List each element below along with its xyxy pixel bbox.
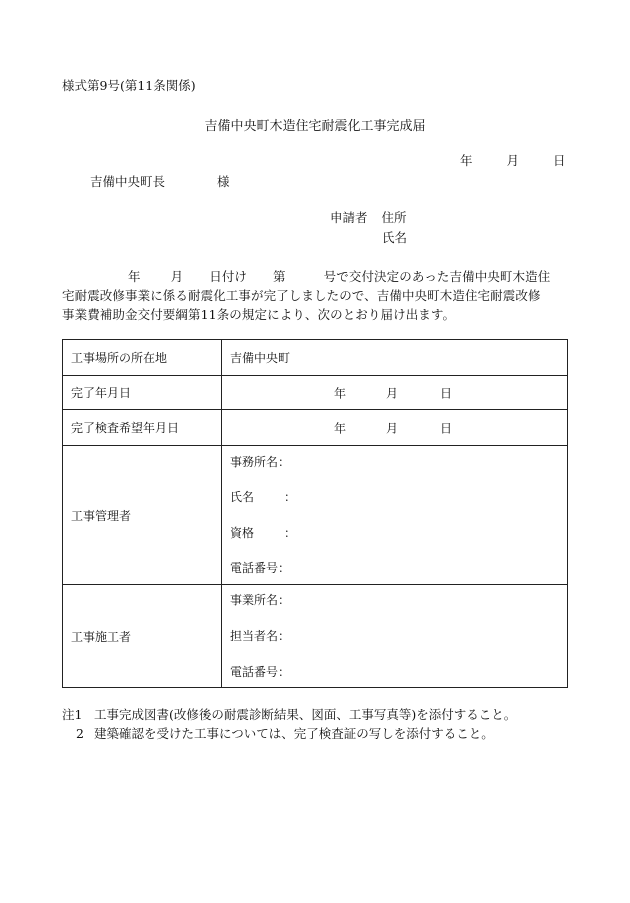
body-line-1-rest: 号で交付決定のあった吉備中央町木造住 [323,269,551,284]
contractor-label: 工事施工者 [63,585,222,688]
completion-form-table [62,339,568,688]
body-line-1 [62,267,570,286]
completion-date-value [222,376,568,410]
inspection-month: 月 [386,421,399,435]
manager-office-label: 事務所名： [230,455,291,469]
location-label: 工事場所の所在地 [63,340,222,376]
manager-qualification-label: 資格 [230,525,255,540]
note-2-number: 2 [76,726,84,741]
completion-year: 年 [334,386,347,400]
contractor-person-label: 担当者名： [230,629,291,643]
body-line-3: 事業費補助金交付要綱第11条の規定により、次のとおり届け出ます。 [62,307,456,322]
manager-name-colon: ： [284,490,297,505]
contractor-phone-label: 電話番号： [230,665,291,679]
note-1-number: 注1 [62,707,83,722]
contractor-business-label: 事業所名： [230,593,291,607]
inspection-date-label: 完了検査希望年月日 [63,410,222,446]
completion-month: 月 [386,386,399,400]
date-year-label: 年 [460,153,473,168]
date-month-label: 月 [506,153,520,168]
body-year: 年 [128,269,141,284]
note-1 [62,709,516,722]
date-day-label: 日 [553,153,566,168]
manager-label: 工事管理者 [63,446,222,585]
body-paragraph [62,267,570,324]
addressee-name: 吉備中央町長 [90,174,166,189]
manager-qualification-colon: ： [284,525,297,540]
applicant-label: 申請者 [330,210,368,225]
note-1-text: 工事完成図書(改修後の耐震診断結果、図面、工事写真等)を添付すること。 [94,707,517,722]
applicant-name-label: 氏名 [382,230,408,245]
completion-day: 日 [440,386,453,400]
manager-qualification-line [230,527,559,539]
body-number-prefix: 第 [273,269,286,284]
table-row [63,446,568,585]
inspection-year: 年 [334,421,347,435]
note-2-text: 建築確認を受けた工事については、完了検査証の写しを添付すること。 [94,726,494,741]
table-row [63,376,568,410]
manager-name-line [230,491,559,503]
table-row [63,340,568,376]
manager-phone-label: 電話番号： [230,560,291,575]
manager-details [222,446,568,585]
inspection-day: 日 [440,421,453,435]
body-line-2: 宅耐震改修事業に係る耐震化工事が完了しましたので、吉備中央町木造住宅耐震改修 [62,288,541,303]
manager-name-label: 氏名 [230,490,255,505]
contractor-details [222,585,568,688]
addressee [90,176,230,189]
form-number: 様式第9号(第11条関係) [62,78,196,93]
table-row [63,585,568,688]
inspection-date-value [222,410,568,446]
document-title: 吉備中央町木造住宅耐震化工事完成届 [204,119,426,134]
note-2 [62,728,494,741]
submission-date [460,155,566,168]
addressee-honorific: 様 [217,174,230,189]
body-day: 日付け [209,269,248,284]
table-row [63,410,568,446]
location-value: 吉備中央町 [222,340,568,376]
applicant-address-line [330,212,407,225]
body-month: 月 [170,269,184,284]
completion-date-label: 完了年月日 [63,376,222,410]
applicant-address-label: 住所 [381,210,407,225]
